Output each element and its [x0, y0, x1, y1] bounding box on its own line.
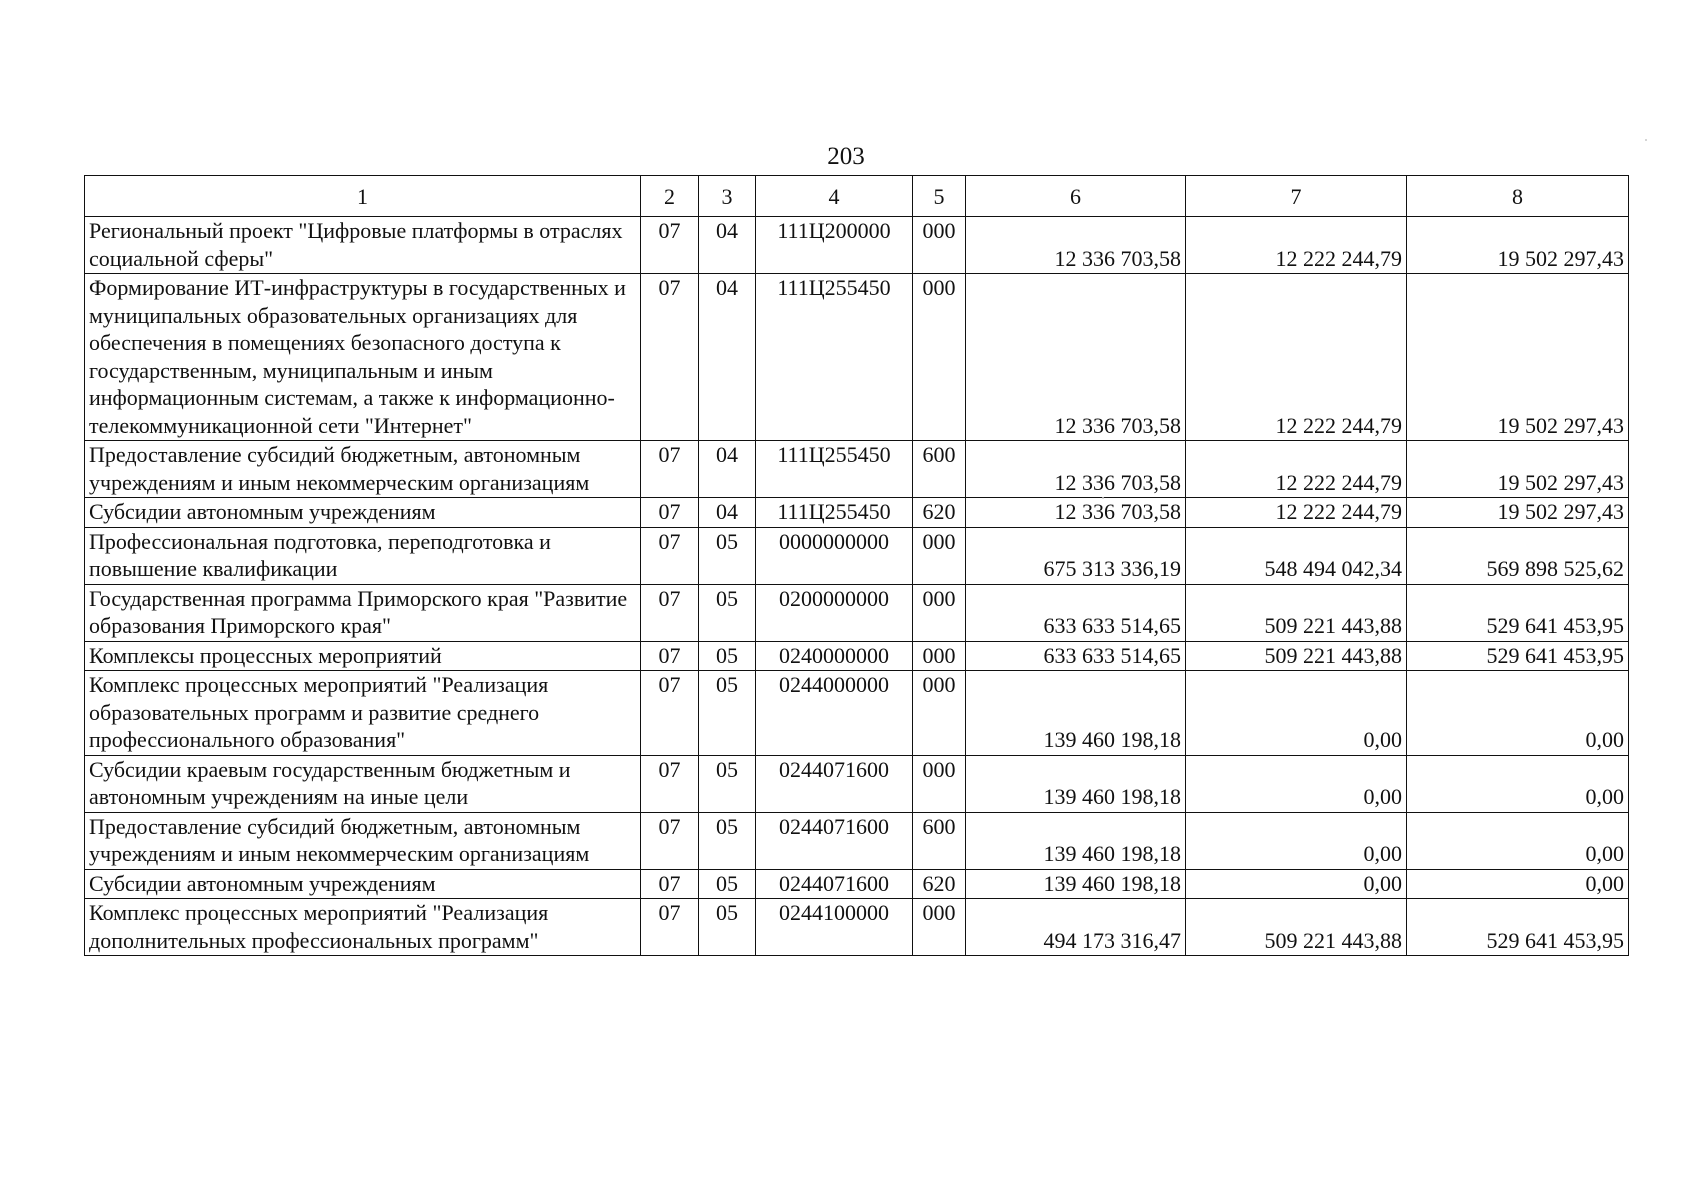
row-amount-col-7: 12 222 244,79	[1186, 217, 1407, 274]
scan-speck	[1645, 139, 1647, 141]
row-amount-col-7: 12 222 244,79	[1186, 441, 1407, 498]
table-row	[85, 641, 1629, 671]
row-amount-col-6: 675 313 336,19	[966, 527, 1186, 584]
row-section: 07	[641, 869, 699, 899]
row-name: Субсидии автономным учреждениям	[85, 869, 641, 899]
table-row	[85, 755, 1629, 812]
row-expense-type: 000	[913, 671, 966, 756]
row-name: Предоставление субсидий бюджетным, автономным учреждениям и иным некоммерческим организациям	[85, 441, 641, 498]
row-amount-col-6: 12 336 703,58	[966, 274, 1186, 441]
row-name: Предоставление субсидий бюджетным, автономным учреждениям и иным некоммерческим организациям	[85, 812, 641, 869]
header-col-8: 8	[1407, 176, 1629, 217]
row-expense-type: 000	[913, 584, 966, 641]
row-name: Комплекс процессных мероприятий "Реализация дополнительных профессиональных программ"	[85, 899, 641, 956]
row-amount-col-8: 529 641 453,95	[1407, 899, 1629, 956]
row-section: 07	[641, 755, 699, 812]
row-amount-col-8: 0,00	[1407, 671, 1629, 756]
table-row	[85, 274, 1629, 441]
row-section: 07	[641, 899, 699, 956]
row-subsection: 04	[699, 274, 756, 441]
row-subsection: 05	[699, 899, 756, 956]
table-row	[85, 217, 1629, 274]
row-target-article: 0244071600	[756, 755, 913, 812]
table-row	[85, 671, 1629, 756]
row-subsection: 05	[699, 812, 756, 869]
table-row	[85, 899, 1629, 956]
row-amount-col-6: 12 336 703,58	[966, 498, 1186, 528]
row-amount-col-7: 509 221 443,88	[1186, 899, 1407, 956]
row-expense-type: 000	[913, 274, 966, 441]
row-target-article: 111Ц200000	[756, 217, 913, 274]
row-name: Комплекс процессных мероприятий "Реализация образовательных программ и развитие среднего профессионального образования"	[85, 671, 641, 756]
row-amount-col-8: 19 502 297,43	[1407, 498, 1629, 528]
row-amount-col-6: 633 633 514,65	[966, 641, 1186, 671]
row-subsection: 05	[699, 527, 756, 584]
row-expense-type: 600	[913, 812, 966, 869]
row-amount-col-6: 12 336 703,58	[966, 441, 1186, 498]
scan-speck	[1102, 497, 1104, 499]
row-amount-col-7: 509 221 443,88	[1186, 641, 1407, 671]
row-amount-col-8: 19 502 297,43	[1407, 274, 1629, 441]
row-subsection: 05	[699, 869, 756, 899]
row-amount-col-8: 569 898 525,62	[1407, 527, 1629, 584]
row-amount-col-8: 0,00	[1407, 869, 1629, 899]
row-amount-col-6: 12 336 703,58	[966, 217, 1186, 274]
row-target-article: 111Ц255450	[756, 498, 913, 528]
row-name: Региональный проект "Цифровые платформы в отраслях социальной сферы"	[85, 217, 641, 274]
header-col-1: 1	[85, 176, 641, 217]
row-section: 07	[641, 527, 699, 584]
row-name: Субсидии краевым государственным бюджетным и автономным учреждениям на иные цели	[85, 755, 641, 812]
row-amount-col-6: 139 460 198,18	[966, 869, 1186, 899]
row-amount-col-7: 12 222 244,79	[1186, 274, 1407, 441]
row-amount-col-6: 494 173 316,47	[966, 899, 1186, 956]
row-section: 07	[641, 274, 699, 441]
row-section: 07	[641, 812, 699, 869]
table-row	[85, 812, 1629, 869]
row-subsection: 04	[699, 441, 756, 498]
page-number: 203	[827, 143, 865, 170]
table-header	[85, 176, 1629, 217]
row-subsection: 05	[699, 671, 756, 756]
table-row	[85, 869, 1629, 899]
row-expense-type: 600	[913, 441, 966, 498]
row-target-article: 0244100000	[756, 899, 913, 956]
row-expense-type: 000	[913, 899, 966, 956]
row-amount-col-7: 0,00	[1186, 869, 1407, 899]
table-row	[85, 584, 1629, 641]
row-amount-col-7: 0,00	[1186, 755, 1407, 812]
table-row	[85, 441, 1629, 498]
row-amount-col-6: 139 460 198,18	[966, 755, 1186, 812]
budget-table	[84, 175, 1629, 956]
row-name: Комплексы процессных мероприятий	[85, 641, 641, 671]
header-col-3: 3	[699, 176, 756, 217]
row-amount-col-6: 139 460 198,18	[966, 671, 1186, 756]
row-name: Государственная программа Приморского края "Развитие образования Приморского края"	[85, 584, 641, 641]
row-section: 07	[641, 441, 699, 498]
row-subsection: 05	[699, 584, 756, 641]
row-amount-col-8: 529 641 453,95	[1407, 584, 1629, 641]
row-amount-col-7: 548 494 042,34	[1186, 527, 1407, 584]
row-target-article: 0244071600	[756, 812, 913, 869]
row-target-article: 0244000000	[756, 671, 913, 756]
row-target-article: 0244071600	[756, 869, 913, 899]
row-amount-col-8: 19 502 297,43	[1407, 217, 1629, 274]
row-amount-col-7: 0,00	[1186, 812, 1407, 869]
row-section: 07	[641, 217, 699, 274]
header-col-7: 7	[1186, 176, 1407, 217]
header-row	[85, 176, 1629, 217]
row-expense-type: 000	[913, 527, 966, 584]
row-name: Субсидии автономным учреждениям	[85, 498, 641, 528]
header-col-6: 6	[966, 176, 1186, 217]
row-amount-col-6: 139 460 198,18	[966, 812, 1186, 869]
row-expense-type: 000	[913, 217, 966, 274]
header-col-4: 4	[756, 176, 913, 217]
row-amount-col-7: 0,00	[1186, 671, 1407, 756]
row-target-article: 111Ц255450	[756, 441, 913, 498]
row-section: 07	[641, 671, 699, 756]
row-amount-col-8: 0,00	[1407, 812, 1629, 869]
row-expense-type: 000	[913, 641, 966, 671]
row-section: 07	[641, 584, 699, 641]
row-amount-col-6: 633 633 514,65	[966, 584, 1186, 641]
row-target-article: 111Ц255450	[756, 274, 913, 441]
row-amount-col-8: 19 502 297,43	[1407, 441, 1629, 498]
table-body	[85, 217, 1629, 956]
row-amount-col-8: 0,00	[1407, 755, 1629, 812]
row-name: Профессиональная подготовка, переподготовка и повышение квалификации	[85, 527, 641, 584]
row-expense-type: 000	[913, 755, 966, 812]
row-subsection: 04	[699, 217, 756, 274]
row-section: 07	[641, 641, 699, 671]
header-col-2: 2	[641, 176, 699, 217]
row-subsection: 04	[699, 498, 756, 528]
row-amount-col-7: 12 222 244,79	[1186, 498, 1407, 528]
row-target-article: 0000000000	[756, 527, 913, 584]
row-subsection: 05	[699, 641, 756, 671]
row-target-article: 0200000000	[756, 584, 913, 641]
row-name: Формирование ИТ-инфраструктуры в государственных и муниципальных образовательных организациях для обеспечения в помещениях безопасного доступа к государственным, муниципальным и иным информационным системам, а также к информационно-телекоммуникационной сети "Интернет"	[85, 274, 641, 441]
row-subsection: 05	[699, 755, 756, 812]
table-row	[85, 527, 1629, 584]
row-section: 07	[641, 498, 699, 528]
row-amount-col-8: 529 641 453,95	[1407, 641, 1629, 671]
row-expense-type: 620	[913, 869, 966, 899]
table-row	[85, 498, 1629, 528]
row-expense-type: 620	[913, 498, 966, 528]
row-amount-col-7: 509 221 443,88	[1186, 584, 1407, 641]
header-col-5: 5	[913, 176, 966, 217]
row-target-article: 0240000000	[756, 641, 913, 671]
